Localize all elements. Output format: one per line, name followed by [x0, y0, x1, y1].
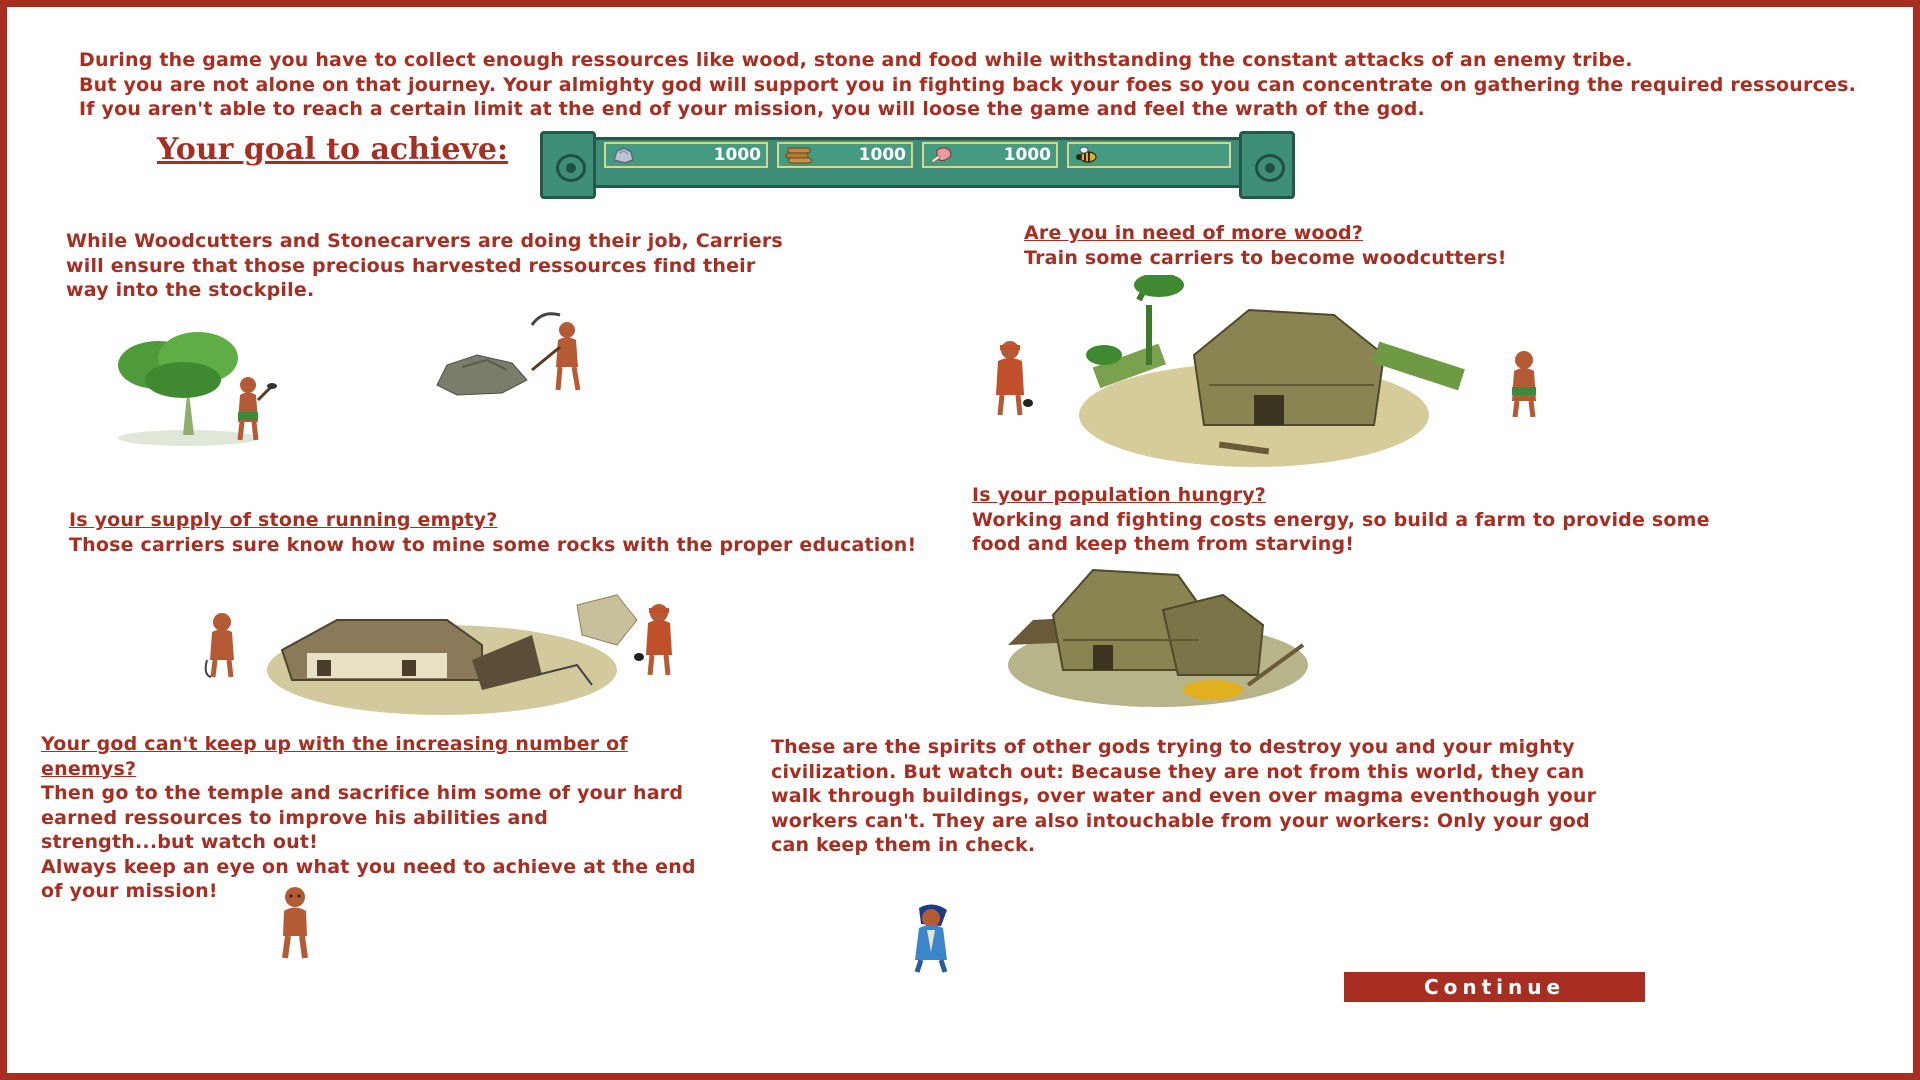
woodcutter-tree-illustration: [108, 330, 298, 450]
carriers-line: way into the stockpile.: [66, 279, 315, 301]
woodcutter-hut-illustration: [984, 275, 1554, 470]
spirits-line: can keep them in check.: [771, 834, 1036, 856]
carriers-line: will ensure that those precious harvested ressources find their: [66, 254, 756, 277]
goal-slot-stone: [604, 142, 768, 168]
spirits-line: civilization. But watch out: Because they are not from this world, they can: [771, 760, 1585, 783]
god-section: [41, 732, 696, 904]
stone-icon: [611, 145, 637, 165]
god-line: of your mission!: [41, 880, 218, 902]
intro-line: If you aren't able to reach a certain limit at the end of your mission, you will loose the game and feel the wrath of the god.: [79, 98, 1425, 120]
stone-heading: Is your supply of stone running empty?: [69, 509, 498, 531]
eye-ornament-icon: [556, 154, 586, 182]
god-line: Then go to the temple and sacrifice him some of your hard: [41, 782, 684, 804]
farm-illustration: [1003, 560, 1313, 715]
goal-amount-stone: 1000: [713, 145, 761, 165]
god-heading: enemys?: [41, 757, 137, 780]
food-line: Working and fighting costs energy, so build a farm to provide some: [972, 508, 1710, 531]
wood-text: Train some carriers to become woodcutters!: [1024, 246, 1507, 269]
stonecarver-rock-illustration: [432, 305, 597, 400]
bee-icon: [1074, 145, 1100, 165]
goal-slot-wood: [777, 142, 913, 168]
goal-amount-food: 1000: [1003, 145, 1051, 165]
stone-text: Those carriers sure know how to mine some rocks with the proper education!: [69, 533, 917, 556]
meat-icon: [929, 145, 955, 165]
goal-bar-left-cap: [540, 131, 596, 199]
quarry-illustration: [197, 565, 682, 720]
god-line: strength...but watch out!: [41, 831, 319, 853]
goal-label: Your goal to achieve:: [157, 132, 509, 167]
food-section: [972, 483, 1710, 557]
food-heading: Is your population hungry?: [972, 484, 1267, 506]
spirits-line: walk through buildings, over water and even over magma eventhough your: [771, 785, 1597, 807]
goal-slot-bee: [1067, 142, 1231, 168]
god-figure-illustration: [273, 886, 317, 962]
god-line: Always keep an eye on what you need to achieve at the end: [41, 855, 696, 878]
continue-button[interactable]: Continue: [1344, 972, 1645, 1002]
spirits-line: workers can't. They are also intouchable from your workers: Only your god: [771, 809, 1590, 832]
stone-section: [69, 508, 916, 557]
goal-bar: [540, 131, 1295, 201]
food-line: food and keep them from starving!: [972, 533, 1355, 555]
carriers-line: While Woodcutters and Stonecarvers are doing their job, Carriers: [66, 230, 783, 252]
enemy-spirit-illustration: [905, 902, 957, 974]
wood-section: [1024, 221, 1507, 270]
eye-ornament-icon: [1255, 154, 1285, 182]
intro-text: [79, 48, 1856, 122]
goal-slot-food: [922, 142, 1058, 168]
carriers-text: [66, 229, 783, 303]
wood-heading: Are you in need of more wood?: [1024, 222, 1364, 244]
wood-icon: [784, 145, 814, 165]
spirits-line: These are the spirits of other gods trying to destroy you and your mighty: [771, 736, 1575, 758]
intro-line: But you are not alone on that journey. Your almighty god will support you in fighting back your foes so you can concentrate on gathering the required ressources.: [79, 73, 1857, 96]
god-line: earned ressources to improve his abilities and: [41, 806, 549, 829]
god-heading: Your god can't keep up with the increasing number of: [41, 733, 628, 755]
goal-amount-wood: 1000: [858, 145, 906, 165]
spirits-section: [771, 735, 1596, 858]
intro-line: During the game you have to collect enough ressources like wood, stone and food while withstanding the constant attacks of an enemy tribe.: [79, 49, 1633, 71]
goal-bar-right-cap: [1239, 131, 1295, 199]
